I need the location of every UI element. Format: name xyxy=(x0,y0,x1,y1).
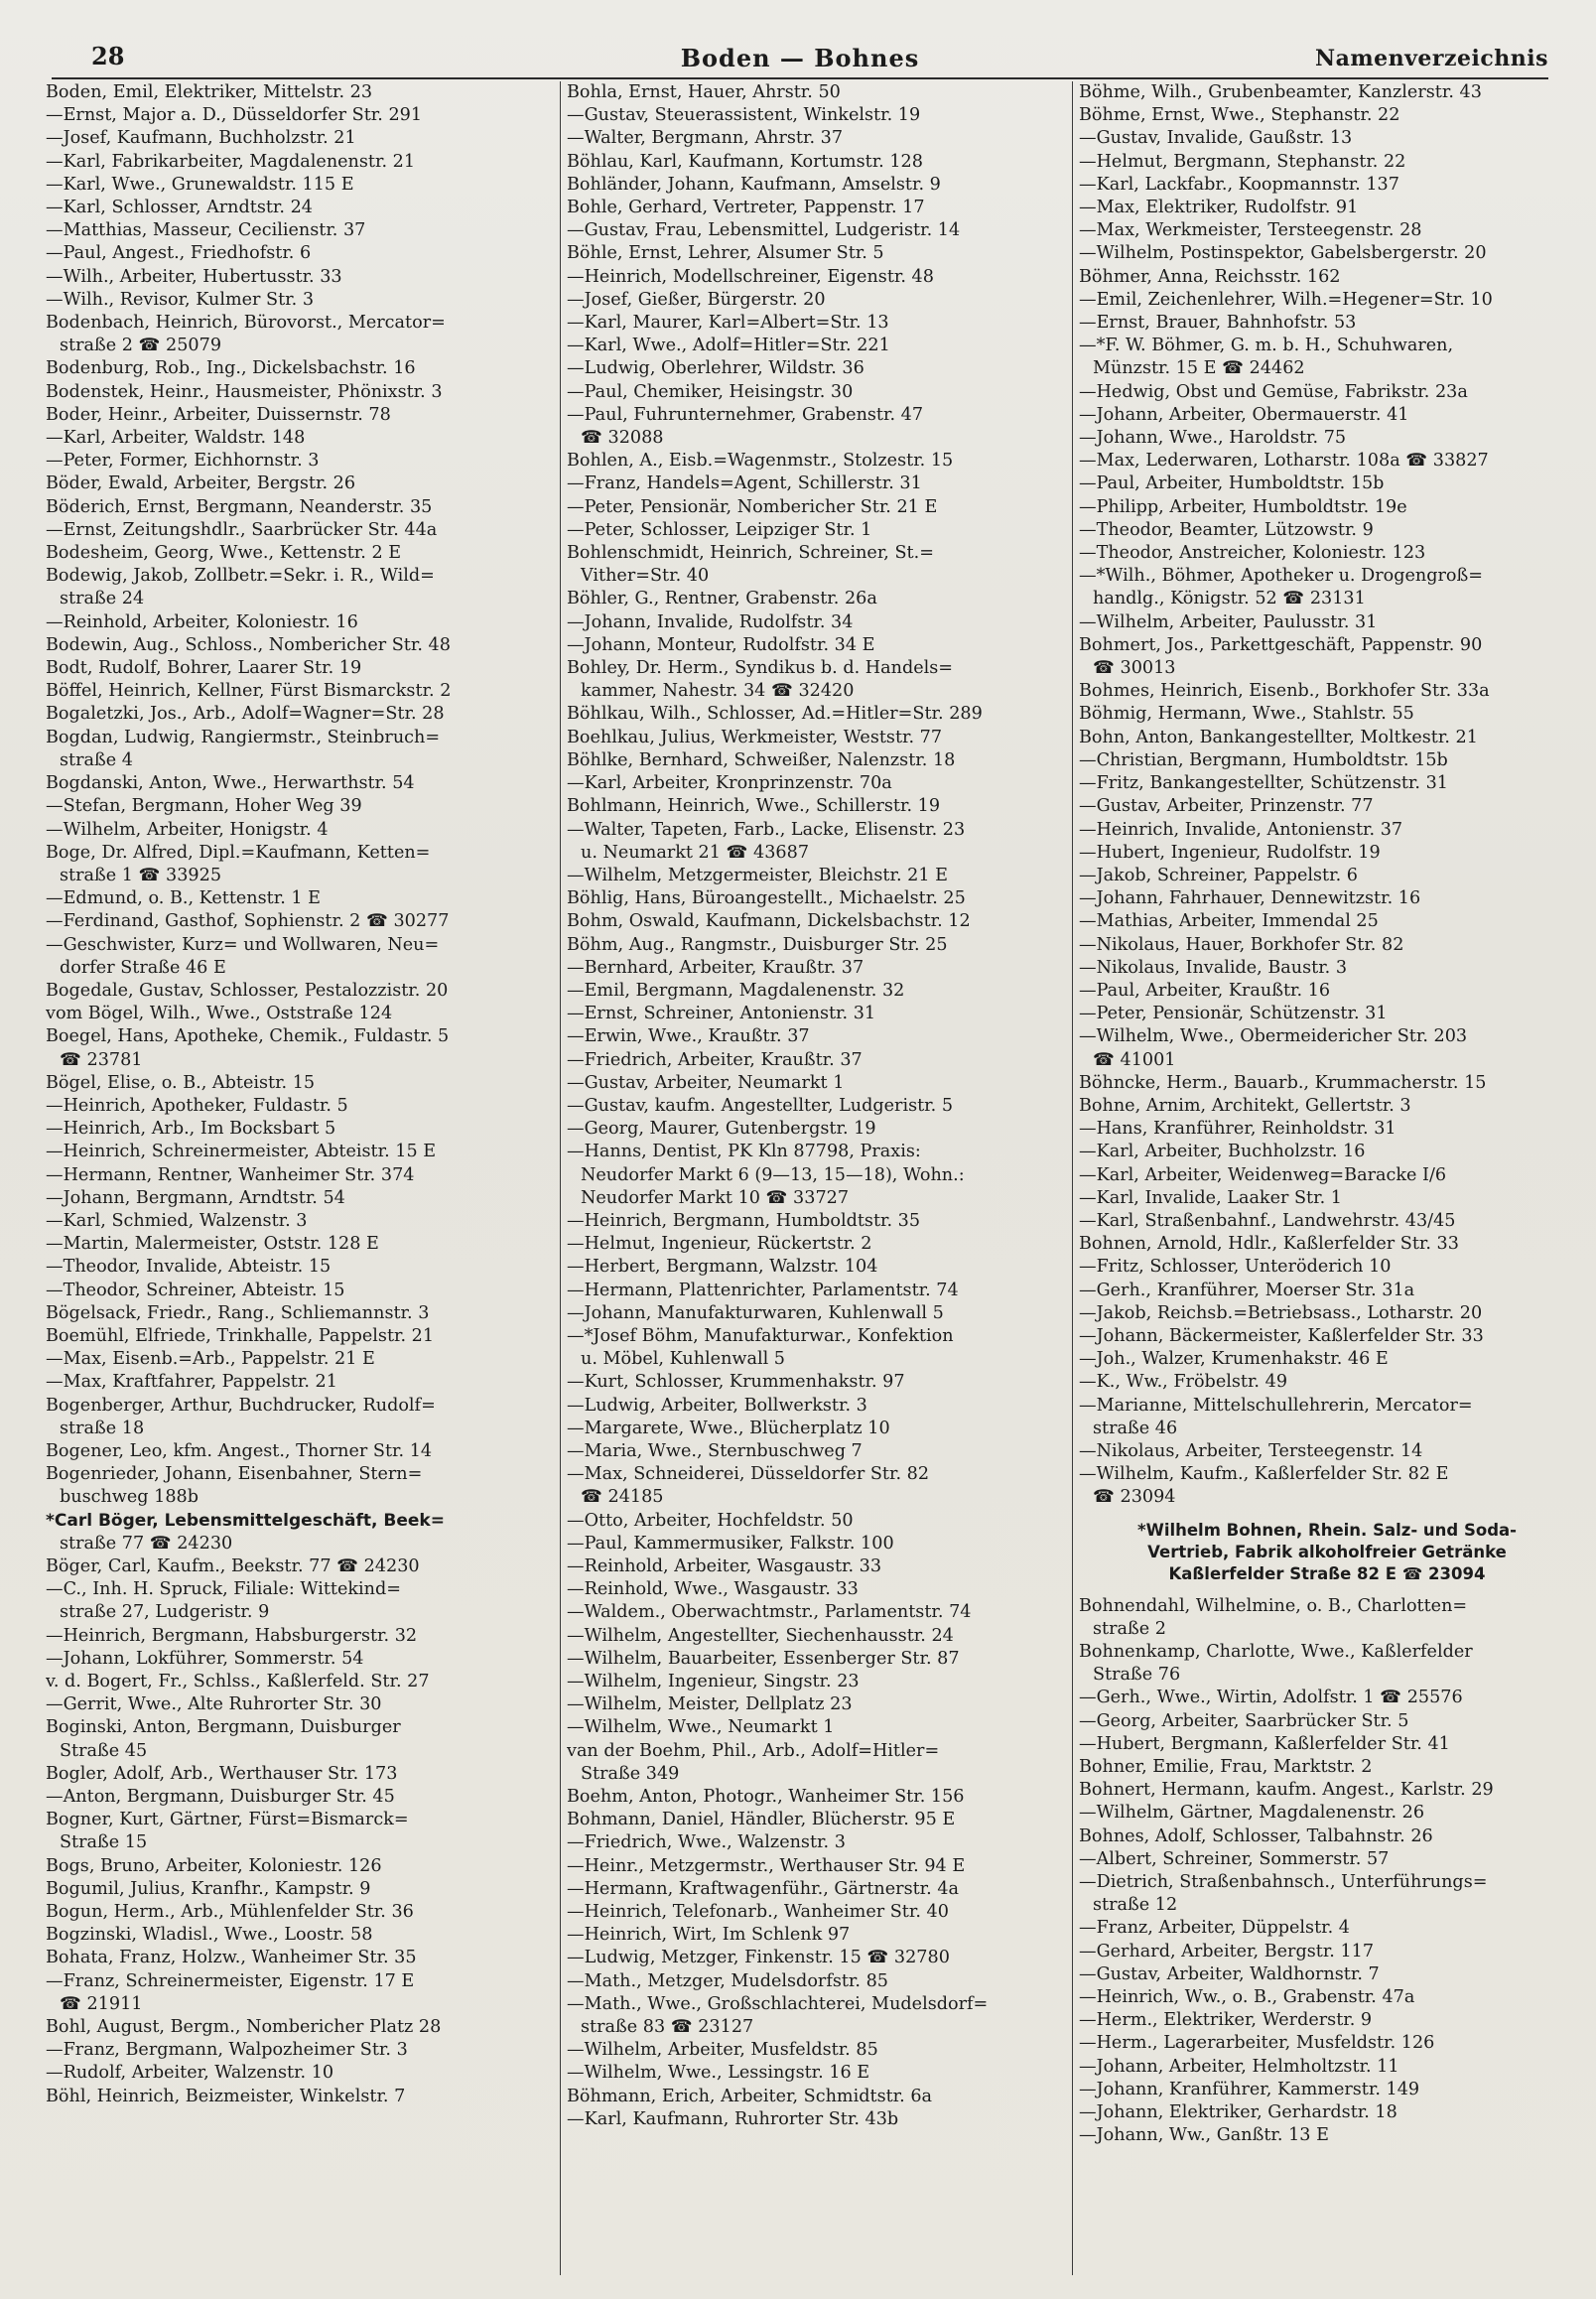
directory-entry: dorfer Straße 46 E xyxy=(60,957,226,978)
directory-entry: —Wilhelm, Ingenieur, Singstr. 23 xyxy=(567,1672,860,1692)
directory-entry: —Bernhard, Arbeiter, Kraußtr. 37 xyxy=(567,957,864,978)
directory-entry: —Wilhelm, Wwe., Lessingstr. 16 E xyxy=(567,2063,870,2084)
directory-entry: —Edmund, o. B., Kettenstr. 1 E xyxy=(46,888,322,909)
directory-entry: Bögel, Elise, o. B., Abteistr. 15 xyxy=(46,1072,316,1093)
directory-entry: —Georg, Arbeiter, Saarbrücker Str. 5 xyxy=(1079,1710,1409,1731)
directory-entry: Bodenstek, Heinr., Hausmeister, Phönixstr. 3 xyxy=(46,381,443,402)
directory-entry: —Reinhold, Arbeiter, Koloniestr. 16 xyxy=(46,611,358,632)
directory-entry: —Geschwister, Kurz= und Wollwaren, Neu= xyxy=(46,934,440,955)
directory-entry: —Karl, Invalide, Laaker Str. 1 xyxy=(1079,1187,1342,1208)
directory-entry: —Karl, Kaufmann, Ruhrorter Str. 43b xyxy=(567,2108,899,2129)
directory-entry: Bodewig, Jakob, Zollbetr.=Sekr. i. R., Wild= xyxy=(46,566,435,587)
directory-entry: —Ferdinand, Gasthof, Sophienstr. 2 ☎ 30277 xyxy=(46,911,450,932)
directory-entry: straße 24 xyxy=(60,589,145,609)
column-2 xyxy=(560,81,1073,2275)
directory-entry: —Emil, Zeichenlehrer, Wilh.=Hegener=Str. 10 xyxy=(1079,289,1493,310)
directory-entry: —Karl, Schmied, Walzenstr. 3 xyxy=(46,1210,308,1231)
directory-entry: —Wilhelm, Angestellter, Siechenhausstr. 24 xyxy=(567,1625,954,1646)
directory-entry: Bohlen, A., Eisb.=Wagenmstr., Stolzestr. 15 xyxy=(567,451,954,472)
directory-entry: —Math., Wwe., Großschlachterei, Mudelsdorf= xyxy=(567,1993,989,2014)
ad-line: *Wilhelm Bohnen, Rhein. Salz- und Soda- xyxy=(1136,1520,1517,1540)
directory-entry: —Matthias, Masseur, Cecilienstr. 37 xyxy=(46,220,366,241)
directory-entry: —Karl, Schlosser, Arndtstr. 24 xyxy=(46,198,313,218)
directory-entry: —C., Inh. H. Spruck, Filiale: Wittekind= xyxy=(46,1579,401,1600)
directory-entry: —Gerh., Kranführer, Moerser Str. 31a xyxy=(1079,1280,1415,1300)
directory-entry: —Wilhelm, Arbeiter, Honigstr. 4 xyxy=(46,819,329,840)
directory-entry: straße 2 xyxy=(1093,1618,1166,1639)
directory-entry: —Karl, Wwe., Adolf=Hitler=Str. 221 xyxy=(567,336,890,356)
directory-entry: —Jakob, Reichsb.=Betriebsass., Lotharstr. 20 xyxy=(1079,1302,1483,1323)
directory-entry: Bogs, Bruno, Arbeiter, Koloniestr. 126 xyxy=(46,1855,382,1876)
directory-entry: —Peter, Pensionär, Nombericher Str. 21 E xyxy=(567,496,938,517)
directory-entry: —Max, Eisenb.=Arb., Pappelstr. 21 E xyxy=(46,1349,375,1370)
directory-entry: straße 18 xyxy=(60,1418,145,1438)
directory-entry: Boden, Emil, Elektriker, Mittelstr. 23 xyxy=(46,82,373,102)
directory-entry: —Wilhelm, Metzgermeister, Bleichstr. 21 E xyxy=(567,865,948,885)
directory-entry: Boginski, Anton, Bergmann, Duisburger xyxy=(46,1717,401,1738)
directory-entry: Böder, Ewald, Arbeiter, Bergstr. 26 xyxy=(46,473,356,494)
directory-entry: —Heinrich, Apotheker, Fuldastr. 5 xyxy=(46,1095,348,1116)
directory-entry: —Peter, Pensionär, Schützenstr. 31 xyxy=(1079,1004,1388,1024)
directory-entry: Böger, Carl, Kaufm., Beekstr. 77 ☎ 24230 xyxy=(46,1556,420,1576)
directory-entry: Böhl, Heinrich, Beizmeister, Winkelstr. 7 xyxy=(46,2086,406,2106)
directory-entry: —Ernst, Major a. D., Düsseldorfer Str. 291 xyxy=(46,105,423,126)
column-3-entries-bottom xyxy=(1079,1595,1575,2148)
directory-entry: Bohlmann, Heinrich, Wwe., Schillerstr. 19 xyxy=(567,796,941,817)
directory-entry: —Friedrich, Wwe., Walzenstr. 3 xyxy=(567,1832,846,1853)
directory-entry: —Emil, Bergmann, Magdalenenstr. 32 xyxy=(567,980,905,1001)
column-3 xyxy=(1072,81,1575,2275)
directory-entry: Bogener, Leo, kfm. Angest., Thorner Str. 14 xyxy=(46,1440,433,1461)
directory-entry: —Peter, Schlosser, Leipziger Str. 1 xyxy=(567,519,872,540)
directory-entry: —Karl, Maurer, Karl=Albert=Str. 13 xyxy=(567,313,889,334)
directory-entry: —Heinrich, Telefonarb., Wanheimer Str. 40 xyxy=(567,1902,949,1923)
directory-entry: —Walter, Tapeten, Farb., Lacke, Elisenstr. 23 xyxy=(567,819,966,840)
directory-entry: Böhlau, Karl, Kaufmann, Kortumstr. 128 xyxy=(567,151,923,172)
directory-entry: —Theodor, Anstreicher, Koloniestr. 123 xyxy=(1079,543,1426,564)
directory-entry: —Johann, Ww., Ganßtr. 13 E xyxy=(1079,2125,1329,2146)
directory-entry: —Johann, Lokführer, Sommerstr. 54 xyxy=(46,1648,364,1669)
directory-entry: Böhlig, Hans, Büroangestellt., Michaelstr. 25 xyxy=(567,888,966,909)
directory-entry: —Stefan, Bergmann, Hoher Weg 39 xyxy=(46,796,362,817)
directory-entry: —Theodor, Invalide, Abteistr. 15 xyxy=(46,1257,332,1278)
directory-entry: —Math., Metzger, Mudelsdorfstr. 85 xyxy=(567,1970,888,1991)
directory-entry: straße 4 xyxy=(60,749,133,770)
directory-entry: *Carl Böger, Lebensmittelgeschäft, Beek= xyxy=(46,1510,445,1531)
directory-entry: Boegel, Hans, Apotheke, Chemik., Fuldastr. 5 xyxy=(46,1026,450,1047)
directory-entry: —*Josef Böhm, Manufakturwar., Konfektion xyxy=(567,1325,954,1346)
directory-entry: Böhme, Wilh., Grubenbeamter, Kanzlerstr. 43 xyxy=(1079,82,1482,102)
directory-entry: —Paul, Chemiker, Heisingstr. 30 xyxy=(567,381,854,402)
directory-entry: —Martin, Malermeister, Oststr. 128 E xyxy=(46,1234,379,1255)
directory-entry: —Gustav, Arbeiter, Prinzenstr. 77 xyxy=(1079,796,1374,817)
directory-entry: —Johann, Arbeiter, Helmholtzstr. 11 xyxy=(1079,2056,1399,2077)
directory-entry: —Johann, Invalide, Rudolfstr. 34 xyxy=(567,611,854,632)
directory-entry: Bohm, Oswald, Kaufmann, Dickelsbachstr. 12 xyxy=(567,911,971,932)
directory-entry: Böhmer, Anna, Reichsstr. 162 xyxy=(1079,266,1341,287)
directory-entry: straße 12 xyxy=(1093,1895,1178,1916)
directory-entry: —Hubert, Ingenieur, Rudolfstr. 19 xyxy=(1079,842,1381,863)
directory-entry: ☎ 32088 xyxy=(581,428,664,449)
section-title: Namenverzeichnis xyxy=(1315,46,1548,71)
directory-entry: —Heinrich, Invalide, Antonienstr. 37 xyxy=(1079,819,1403,840)
directory-entry: —*F. W. Böhmer, G. m. b. H., Schuhwaren, xyxy=(1079,336,1454,356)
directory-entry: Straße 45 xyxy=(60,1740,148,1761)
directory-entry: —Wilhelm, Arbeiter, Paulusstr. 31 xyxy=(1079,611,1378,632)
directory-entry: —Nikolaus, Invalide, Baustr. 3 xyxy=(1079,957,1348,978)
directory-entry: —Karl, Arbeiter, Buchholzstr. 16 xyxy=(1079,1142,1366,1162)
directory-entry: —Hubert, Bergmann, Kaßlerfelder Str. 41 xyxy=(1079,1733,1450,1754)
directory-entry: —Dietrich, Straßenbahnsch., Unterführungs= xyxy=(1079,1872,1488,1893)
directory-entry: Bogenrieder, Johann, Eisenbahner, Stern= xyxy=(46,1464,423,1485)
directory-entry: Boemühl, Elfriede, Trinkhalle, Pappelstr. 21 xyxy=(46,1325,435,1346)
directory-entry: —Johann, Monteur, Rudolfstr. 34 E xyxy=(567,634,875,655)
directory-entry: Bodenburg, Rob., Ing., Dickelsbachstr. 16 xyxy=(46,358,416,379)
directory-entry: Bohmann, Daniel, Händler, Blücherstr. 95 E xyxy=(567,1810,956,1830)
directory-entry: —Friedrich, Arbeiter, Kraußtr. 37 xyxy=(567,1049,863,1070)
directory-entry: —Ernst, Zeitungshdlr., Saarbrücker Str. 44a xyxy=(46,519,438,540)
directory-entry: —Nikolaus, Arbeiter, Tersteegenstr. 14 xyxy=(1079,1440,1423,1461)
directory-entry: Bohle, Gerhard, Vertreter, Pappenstr. 17 xyxy=(567,198,925,218)
directory-entry: Bohnen, Arnold, Hdlr., Kaßlerfelder Str. 33 xyxy=(1079,1234,1459,1255)
column-3-entries-top xyxy=(1079,81,1575,1510)
directory-entry: Straße 76 xyxy=(1093,1665,1181,1686)
directory-entry: Bogumil, Julius, Kranfhr., Kampstr. 9 xyxy=(46,1878,371,1899)
directory-entry: —Karl, Fabrikarbeiter, Magdalenenstr. 21 xyxy=(46,151,416,172)
directory-entry: —Anton, Bergmann, Duisburger Str. 45 xyxy=(46,1787,395,1808)
directory-entry: Bohländer, Johann, Kaufmann, Amselstr. 9 xyxy=(567,174,941,195)
directory-entry: straße 83 ☎ 23127 xyxy=(581,2017,754,2038)
directory-entry: —Walter, Bergmann, Ahrstr. 37 xyxy=(567,128,844,149)
directory-entry: Neudorfer Markt 6 (9—13, 15—18), Wohn.: xyxy=(581,1164,965,1185)
directory-entry: Boehm, Anton, Photogr., Wanheimer Str. 156 xyxy=(567,1787,965,1808)
directory-entry: Bohl, August, Bergm., Nombericher Platz 28 xyxy=(46,2017,442,2038)
directory-entry: Böhncke, Herm., Bauarb., Krummacherstr. 15 xyxy=(1079,1072,1487,1093)
directory-entry: —Max, Elektriker, Rudolfstr. 91 xyxy=(1079,198,1359,218)
directory-entry: Bohley, Dr. Herm., Syndikus b. d. Handels= xyxy=(567,658,954,679)
directory-entry: Böhme, Ernst, Wwe., Stephanstr. 22 xyxy=(1079,105,1400,126)
directory-entry: ☎ 41001 xyxy=(1093,1049,1176,1070)
directory-entry: —Gustav, Steuerassistent, Winkelstr. 19 xyxy=(567,105,921,126)
directory-entry: straße 1 ☎ 33925 xyxy=(60,865,222,885)
directory-entry: —Wilhelm, Postinspektor, Gabelsbergerstr. 20 xyxy=(1079,243,1487,264)
directory-entry: —Wilhelm, Wwe., Neumarkt 1 xyxy=(567,1717,835,1738)
directory-entry: —Wilhelm, Arbeiter, Musfeldstr. 85 xyxy=(567,2040,878,2061)
directory-entry: —Ludwig, Arbeiter, Bollwerkstr. 3 xyxy=(567,1395,867,1416)
directory-entry: ☎ 21911 xyxy=(60,1993,143,2014)
directory-entry: —Kurt, Schlosser, Krummenhakstr. 97 xyxy=(567,1372,905,1393)
directory-entry: —Herm., Lagerarbeiter, Musfeldstr. 126 xyxy=(1079,2033,1435,2054)
directory-entry: —Johann, Bergmann, Arndtstr. 54 xyxy=(46,1187,345,1208)
directory-entry: Bogedale, Gustav, Schlosser, Pestalozzistr. 20 xyxy=(46,980,449,1001)
directory-entry: —Franz, Schreinermeister, Eigenstr. 17 E xyxy=(46,1970,415,1991)
directory-entry: Bohla, Ernst, Hauer, Ahrstr. 50 xyxy=(567,82,841,102)
directory-entry: Bohne, Arnim, Architekt, Gellertstr. 3 xyxy=(1079,1095,1411,1116)
directory-entry: v. d. Bogert, Fr., Schlss., Kaßlerfeld. Str. 27 xyxy=(46,1672,430,1692)
directory-entry: Straße 349 xyxy=(581,1763,680,1784)
directory-entry: —Heinrich, Arb., Im Bocksbart 5 xyxy=(46,1119,336,1140)
directory-entry: —Paul, Kammermusiker, Falkstr. 100 xyxy=(567,1533,894,1554)
directory-entry: Bodenbach, Heinrich, Bürovorst., Mercator= xyxy=(46,313,446,334)
directory-entry: —Hedwig, Obst und Gemüse, Fabrikstr. 23a xyxy=(1079,381,1468,402)
directory-entry: Bohnes, Adolf, Schlosser, Talbahnstr. 26 xyxy=(1079,1826,1433,1846)
directory-entry: Bohmert, Jos., Parkettgeschäft, Pappenstr. 90 xyxy=(1079,634,1483,655)
directory-entry: —Fritz, Schlosser, Unteröderich 10 xyxy=(1079,1257,1392,1278)
directory-entry: buschweg 188b xyxy=(60,1487,199,1508)
directory-entry: —Paul, Angest., Friedhofstr. 6 xyxy=(46,243,312,264)
directory-entry: Bogaletzki, Jos., Arb., Adolf=Wagner=Str. 28 xyxy=(46,704,445,725)
directory-entry: —Karl, Straßenbahnf., Landwehrstr. 43/45 xyxy=(1079,1210,1456,1231)
directory-entry: —Helmut, Ingenieur, Rückertstr. 2 xyxy=(567,1234,872,1255)
directory-entry: —Max, Werkmeister, Tersteegenstr. 28 xyxy=(1079,220,1422,241)
directory-entry: —Josef, Kaufmann, Buchholzstr. 21 xyxy=(46,128,356,149)
directory-entry: Straße 15 xyxy=(60,1832,148,1853)
directory-entry: —Gustav, Arbeiter, Neumarkt 1 xyxy=(567,1072,845,1093)
directory-entry: —Max, Lederwaren, Lotharstr. 108a ☎ 33827 xyxy=(1079,451,1489,472)
directory-entry: —K., Ww., Fröbelstr. 49 xyxy=(1079,1372,1288,1393)
directory-entry: —Ludwig, Metzger, Finkenstr. 15 ☎ 32780 xyxy=(567,1948,950,1968)
directory-entry: Boge, Dr. Alfred, Dipl.=Kaufmann, Ketten= xyxy=(46,842,431,863)
directory-entry: Bogun, Herm., Arb., Mühlenfelder Str. 36 xyxy=(46,1902,414,1923)
directory-entry: —Jakob, Schreiner, Pappelstr. 6 xyxy=(1079,865,1358,885)
directory-entry: —Waldem., Oberwachtmstr., Parlamentstr. 74 xyxy=(567,1602,972,1623)
page-header xyxy=(52,38,1548,79)
directory-entry: —Gustav, Frau, Lebensmittel, Ludgeristr. 14 xyxy=(567,220,961,241)
directory-entry: Vither=Str. 40 xyxy=(581,566,710,587)
directory-entry: —Johann, Fahrhauer, Dennewitzstr. 16 xyxy=(1079,888,1421,909)
directory-entry: —Ernst, Schreiner, Antonienstr. 31 xyxy=(567,1004,876,1024)
directory-entry: —*Wilh., Böhmer, Apotheker u. Drogengroß= xyxy=(1079,566,1483,587)
directory-entry: straße 77 ☎ 24230 xyxy=(60,1533,233,1554)
directory-entry: Bodesheim, Georg, Wwe., Kettenstr. 2 E xyxy=(46,543,402,564)
directory-entry: Bögelsack, Friedr., Rang., Schliemannstr. 3 xyxy=(46,1302,430,1323)
directory-entry: —Josef, Gießer, Bürgerstr. 20 xyxy=(567,289,826,310)
directory-entry: —Karl, Arbeiter, Waldstr. 148 xyxy=(46,428,306,449)
directory-entry: —Herbert, Bergmann, Walzstr. 104 xyxy=(567,1257,878,1278)
directory-entry: —Wilh., Arbeiter, Hubertusstr. 33 xyxy=(46,266,342,287)
directory-entry: —Max, Schneiderei, Düsseldorfer Str. 82 xyxy=(567,1464,930,1485)
directory-entry: Bohnenkamp, Charlotte, Wwe., Kaßlerfelder xyxy=(1079,1642,1473,1662)
directory-entry: —Gerhard, Arbeiter, Bergstr. 117 xyxy=(1079,1941,1375,1961)
directory-entry: Boder, Heinr., Arbeiter, Duissernstr. 78 xyxy=(46,404,391,425)
directory-entry: —Theodor, Schreiner, Abteistr. 15 xyxy=(46,1280,345,1300)
directory-entry: —Johann, Arbeiter, Obermauerstr. 41 xyxy=(1079,404,1409,425)
directory-entry: —Heinrich, Schreinermeister, Abteistr. 15 E xyxy=(46,1142,437,1162)
directory-entry: —Herm., Elektriker, Werderstr. 9 xyxy=(1079,2010,1373,2031)
directory-entry: u. Möbel, Kuhlenwall 5 xyxy=(581,1349,785,1370)
directory-entry: —Franz, Arbeiter, Düppelstr. 4 xyxy=(1079,1918,1351,1939)
directory-entry: —Albert, Schreiner, Sommerstr. 57 xyxy=(1079,1848,1390,1869)
directory-entry: —Karl, Arbeiter, Weidenweg=Baracke I/6 xyxy=(1079,1164,1447,1185)
directory-entry: ☎ 23094 xyxy=(1093,1487,1176,1508)
directory-entry: —Peter, Former, Eichhornstr. 3 xyxy=(46,451,320,472)
directory-entry: —Heinrich, Modellschreiner, Eigenstr. 48 xyxy=(567,266,934,287)
directory-entry: —Theodor, Beamter, Lützowstr. 9 xyxy=(1079,519,1374,540)
directory-entry: —Georg, Maurer, Gutenbergstr. 19 xyxy=(567,1119,876,1140)
directory-entry: —Hermann, Plattenrichter, Parlamentstr. 74 xyxy=(567,1280,959,1300)
directory-entry: —Johann, Elektriker, Gerhardstr. 18 xyxy=(1079,2102,1397,2123)
directory-entry: —Wilhelm, Meister, Dellplatz 23 xyxy=(567,1694,853,1715)
directory-entry: —Gerrit, Wwe., Alte Ruhrorter Str. 30 xyxy=(46,1694,382,1715)
directory-entry: —Rudolf, Arbeiter, Walzenstr. 10 xyxy=(46,2063,334,2084)
ad-line: Kaßlerfelder Straße 82 E ☎ 23094 xyxy=(1168,1563,1486,1583)
ad-line: Vertrieb, Fabrik alkoholfreier Getränke xyxy=(1147,1542,1507,1561)
directory-entry: —Gustav, Invalide, Gaußstr. 13 xyxy=(1079,128,1353,149)
directory-entry: —Heinr., Metzgermstr., Werthauser Str. 94 E xyxy=(567,1855,966,1876)
directory-entry: Böhmann, Erich, Arbeiter, Schmidtstr. 6a xyxy=(567,2086,933,2106)
directory-entry: —Hermann, Kraftwagenführ., Gärtnerstr. 4a xyxy=(567,1878,960,1899)
directory-entry: Bohmes, Heinrich, Eisenb., Borkhofer Str. 33a xyxy=(1079,681,1490,702)
directory-entry: —Marianne, Mittelschullehrerin, Mercator= xyxy=(1079,1395,1473,1416)
directory-entry: —Hans, Kranführer, Reinholdstr. 31 xyxy=(1079,1119,1396,1140)
directory-entry: —Franz, Bergmann, Walpozheimer Str. 3 xyxy=(46,2040,408,2061)
directory-entry: —Karl, Wwe., Grunewaldstr. 115 E xyxy=(46,174,354,195)
advertisement-bohnen xyxy=(1079,1520,1575,1585)
directory-entry: Neudorfer Markt 10 ☎ 33727 xyxy=(581,1187,850,1208)
directory-entry: straße 46 xyxy=(1093,1418,1178,1438)
directory-entry: vom Bögel, Wilh., Wwe., Oststraße 124 xyxy=(46,1004,393,1024)
directory-entry: —Hanns, Dentist, PK Kln 87798, Praxis: xyxy=(567,1142,921,1162)
directory-entry: —Christian, Bergmann, Humboldtstr. 15b xyxy=(1079,749,1448,770)
directory-entry: —Johann, Manufakturwaren, Kuhlenwall 5 xyxy=(567,1302,944,1323)
directory-entry: Bodt, Rudolf, Bohrer, Laarer Str. 19 xyxy=(46,658,362,679)
directory-entry: —Helmut, Bergmann, Stephanstr. 22 xyxy=(1079,151,1406,172)
directory-entry: Bogdanski, Anton, Wwe., Herwarthstr. 54 xyxy=(46,773,415,794)
directory-entry: Bohner, Emilie, Frau, Marktstr. 2 xyxy=(1079,1757,1373,1778)
directory-entry: —Reinhold, Arbeiter, Wasgaustr. 33 xyxy=(567,1556,882,1576)
directory-entry: Böhle, Ernst, Lehrer, Alsumer Str. 5 xyxy=(567,243,884,264)
directory-entry: —Wilhelm, Bauarbeiter, Essenberger Str. 87 xyxy=(567,1648,960,1669)
directory-entry: Bogzinski, Wladisl., Wwe., Loostr. 58 xyxy=(46,1925,373,1946)
directory-entry: —Heinrich, Wirt, Im Schlenk 97 xyxy=(567,1925,851,1946)
directory-entry: —Erwin, Wwe., Kraußtr. 37 xyxy=(567,1026,810,1047)
directory-entry: Böhlke, Bernhard, Schweißer, Nalenzstr. 18 xyxy=(567,749,956,770)
directory-entry: —Wilhelm, Kaufm., Kaßlerfelder Str. 82 E xyxy=(1079,1464,1449,1485)
directory-entry: —Paul, Fuhrunternehmer, Grabenstr. 47 xyxy=(567,404,924,425)
directory-entry: handlg., Königstr. 52 ☎ 23131 xyxy=(1093,589,1366,609)
directory-entry: —Joh., Walzer, Krumenhakstr. 46 E xyxy=(1079,1349,1389,1370)
page-number: 28 xyxy=(91,42,125,70)
directory-entry: Boehlkau, Julius, Werkmeister, Weststr. 77 xyxy=(567,727,943,747)
directory-entry: Böffel, Heinrich, Kellner, Fürst Bismarckstr. 2 xyxy=(46,681,452,702)
directory-entry: —Wilhelm, Wwe., Obermeidericher Str. 203 xyxy=(1079,1026,1468,1047)
directory-entry: —Heinrich, Ww., o. B., Grabenstr. 47a xyxy=(1079,1987,1415,2008)
directory-entry: —Johann, Kranführer, Kammerstr. 149 xyxy=(1079,2079,1420,2099)
directory-entry: —Hermann, Rentner, Wanheimer Str. 374 xyxy=(46,1164,415,1185)
directory-entry: Böhmig, Hermann, Wwe., Stahlstr. 55 xyxy=(1079,704,1414,725)
column-1 xyxy=(46,81,556,2275)
directory-entry: Böderich, Ernst, Bergmann, Neanderstr. 35 xyxy=(46,496,433,517)
directory-entry: van der Boehm, Phil., Arb., Adolf=Hitler= xyxy=(567,1740,940,1761)
directory-entry: Bogler, Adolf, Arb., Werthauser Str. 173 xyxy=(46,1763,398,1784)
directory-entry: —Wilh., Revisor, Kulmer Str. 3 xyxy=(46,289,315,310)
directory-entry: Bohn, Anton, Bankangestellter, Moltkestr. 21 xyxy=(1079,727,1478,747)
directory-entry: —Reinhold, Wwe., Wasgaustr. 33 xyxy=(567,1579,859,1600)
directory-entry: —Wilhelm, Gärtner, Magdalenenstr. 26 xyxy=(1079,1803,1425,1824)
directory-entry: —Philipp, Arbeiter, Humboldtstr. 19e xyxy=(1079,496,1407,517)
directory-entry: —Ernst, Brauer, Bahnhofstr. 53 xyxy=(1079,313,1357,334)
directory-entry: Bogdan, Ludwig, Rangiermstr., Steinbruch= xyxy=(46,727,441,747)
directory-entry: —Heinrich, Bergmann, Habsburgerstr. 32 xyxy=(46,1625,418,1646)
directory-entry: —Paul, Arbeiter, Kraußtr. 16 xyxy=(1079,980,1331,1001)
directory-entry: straße 2 ☎ 25079 xyxy=(60,336,222,356)
directory-entry: —Ludwig, Oberlehrer, Wildstr. 36 xyxy=(567,358,864,379)
directory-entry: ☎ 30013 xyxy=(1093,658,1176,679)
directory-entry: ☎ 23781 xyxy=(60,1049,143,1070)
directory-entry: —Gerh., Wwe., Wirtin, Adolfstr. 1 ☎ 25576 xyxy=(1079,1688,1463,1708)
directory-entry: Münzstr. 15 E ☎ 24462 xyxy=(1093,358,1305,379)
directory-entry: Bogner, Kurt, Gärtner, Fürst=Bismarck= xyxy=(46,1810,409,1830)
directory-entry: —Gustav, Arbeiter, Waldhornstr. 7 xyxy=(1079,1963,1380,1984)
directory-entry: —Fritz, Bankangestellter, Schützenstr. 31 xyxy=(1079,773,1448,794)
directory-entry: Bohata, Franz, Holzw., Wanheimer Str. 35 xyxy=(46,1948,417,1968)
directory-entry: Böhm, Aug., Rangmstr., Duisburger Str. 25 xyxy=(567,934,948,955)
directory-entry: —Paul, Arbeiter, Humboldtstr. 15b xyxy=(1079,473,1385,494)
directory-entry: ☎ 24185 xyxy=(581,1487,664,1508)
directory-entry: Böhler, G., Rentner, Grabenstr. 26a xyxy=(567,589,877,609)
directory-entry: —Max, Kraftfahrer, Pappelstr. 21 xyxy=(46,1372,337,1393)
directory-entry: Bodewin, Aug., Schloss., Nombericher Str. 48 xyxy=(46,634,451,655)
directory-entry: —Gustav, kaufm. Angestellter, Ludgeristr. 5 xyxy=(567,1095,954,1116)
directory-entry: Bohnert, Hermann, kaufm. Angest., Karlstr. 29 xyxy=(1079,1780,1494,1801)
directory-entry: —Maria, Wwe., Sternbuschweg 7 xyxy=(567,1440,863,1461)
directory-entry: —Nikolaus, Hauer, Borkhofer Str. 82 xyxy=(1079,934,1404,955)
page-title: Boden — Bohnes xyxy=(680,44,920,72)
directory-entry: kammer, Nahestr. 34 ☎ 32420 xyxy=(581,681,855,702)
directory-entry: Bohlenschmidt, Heinrich, Schreiner, St.= xyxy=(567,543,934,564)
directory-entry: —Karl, Lackfabr., Koopmannstr. 137 xyxy=(1079,174,1399,195)
directory-entry: u. Neumarkt 21 ☎ 43687 xyxy=(581,842,810,863)
directory-entry: —Mathias, Arbeiter, Immendal 25 xyxy=(1079,911,1379,932)
directory-entry: —Margarete, Wwe., Blücherplatz 10 xyxy=(567,1418,890,1438)
directory-entry: Bohnendahl, Wilhelmine, o. B., Charlotten= xyxy=(1079,1595,1468,1616)
directory-entry: straße 27, Ludgeristr. 9 xyxy=(60,1602,270,1623)
directory-entry: —Johann, Wwe., Haroldstr. 75 xyxy=(1079,428,1347,449)
directory-entry: —Karl, Arbeiter, Kronprinzenstr. 70a xyxy=(567,773,892,794)
directory-entry: —Johann, Bäckermeister, Kaßlerfelder Str. 33 xyxy=(1079,1325,1484,1346)
directory-entry: —Heinrich, Bergmann, Humboldtstr. 35 xyxy=(567,1210,921,1231)
directory-entry: Böhlkau, Wilh., Schlosser, Ad.=Hitler=Str. 289 xyxy=(567,704,983,725)
directory-entry: Bogenberger, Arthur, Buchdrucker, Rudolf= xyxy=(46,1395,436,1416)
directory-entry: —Franz, Handels=Agent, Schillerstr. 31 xyxy=(567,473,922,494)
directory-entry: —Otto, Arbeiter, Hochfeldstr. 50 xyxy=(567,1510,854,1531)
